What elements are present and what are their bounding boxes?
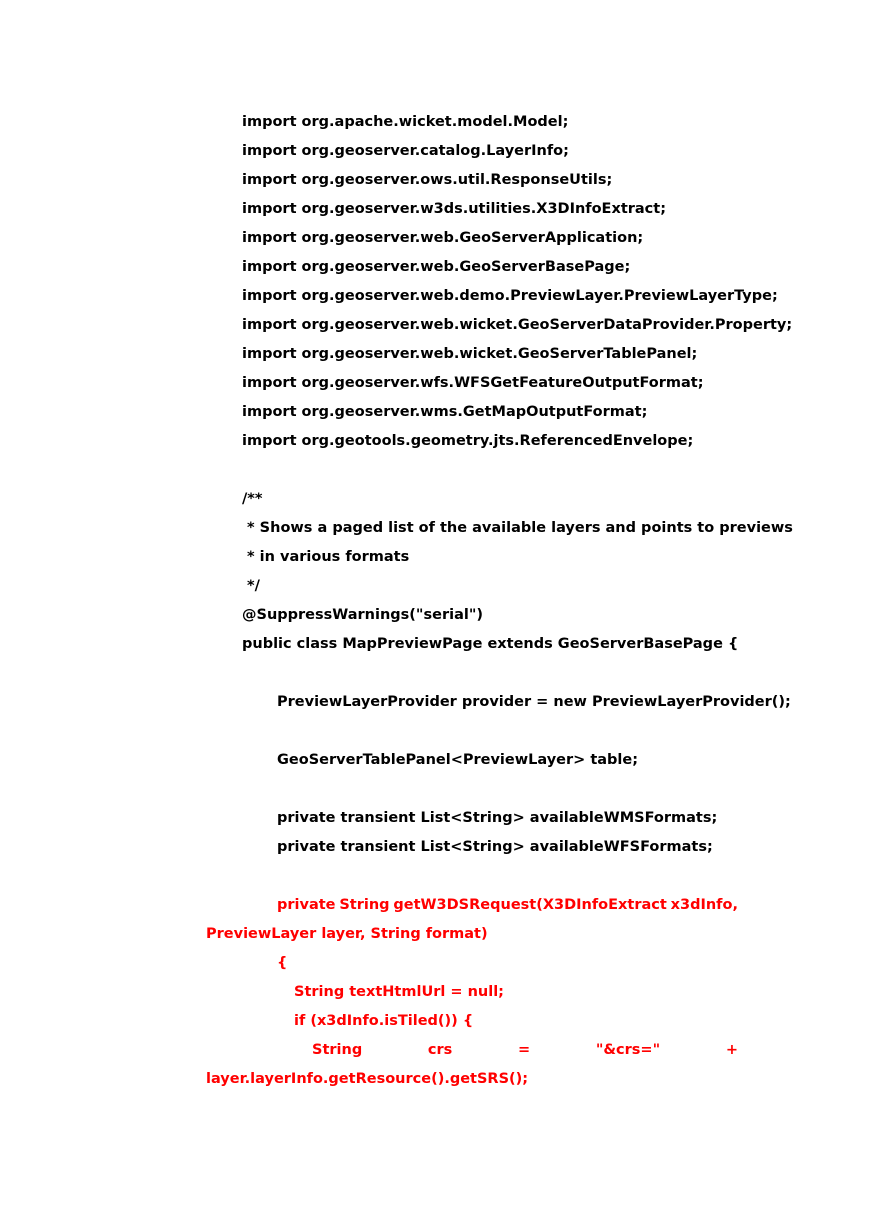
method-open-brace: {: [277, 955, 288, 971]
import-line: import org.geotools.geometry.jts.ReferencedEnvelope;: [242, 433, 694, 449]
import-line: import org.geoserver.web.wicket.GeoServerDataProvider.Property;: [242, 317, 793, 333]
wms-formats-field: private transient List<String> availableWMSFormats;: [277, 810, 718, 826]
signature-word: x3dInfo,: [670, 897, 738, 913]
crs-word: crs: [427, 1042, 453, 1058]
comment-line: /**: [242, 491, 263, 507]
table-field: GeoServerTablePanel<PreviewLayer> table;: [277, 752, 639, 768]
import-line: import org.geoserver.web.GeoServerApplication;: [242, 230, 644, 246]
annotation-line: @SuppressWarnings("serial"): [242, 607, 484, 623]
method-signature-continuation: PreviewLayer layer, String format): [206, 926, 488, 942]
import-line: import org.geoserver.web.demo.PreviewLayer.PreviewLayerType;: [242, 288, 778, 304]
import-line: import org.geoserver.wfs.WFSGetFeatureOutputFormat;: [242, 375, 704, 391]
crs-word: String: [312, 1042, 363, 1058]
crs-continuation: layer.layerInfo.getResource().getSRS();: [206, 1071, 529, 1087]
signature-word: private: [277, 897, 336, 913]
crs-assignment: [312, 1040, 738, 1060]
signature-word: String: [339, 897, 390, 913]
import-line: import org.geoserver.wms.GetMapOutputFormat;: [242, 404, 648, 420]
import-line: import org.geoserver.w3ds.utilities.X3DInfoExtract;: [242, 201, 667, 217]
import-line: import org.geoserver.catalog.LayerInfo;: [242, 143, 569, 159]
signature-word: getW3DSRequest(X3DInfoExtract: [393, 897, 667, 913]
comment-line: * in various formats: [242, 549, 410, 565]
wfs-formats-field: private transient List<String> availableWFSFormats;: [277, 839, 713, 855]
import-line: import org.geoserver.web.GeoServerBasePage;: [242, 259, 631, 275]
if-tiled-line: if (x3dInfo.isTiled()) {: [294, 1013, 474, 1029]
import-line: import org.geoserver.web.wicket.GeoServerTablePanel;: [242, 346, 698, 362]
crs-word: =: [518, 1042, 531, 1058]
provider-field: PreviewLayerProvider provider = new PreviewLayerProvider();: [277, 694, 791, 710]
comment-line: */: [242, 578, 260, 594]
method-signature: [277, 895, 738, 915]
crs-word: "&crs=": [595, 1042, 661, 1058]
import-line: import org.apache.wicket.model.Model;: [242, 114, 569, 130]
text-html-url-line: String textHtmlUrl = null;: [294, 984, 504, 1000]
crs-word: +: [725, 1042, 738, 1058]
import-line: import org.geoserver.ows.util.ResponseUtils;: [242, 172, 613, 188]
comment-line: * Shows a paged list of the available layers and points to previews: [242, 520, 793, 536]
class-declaration: public class MapPreviewPage extends GeoServerBasePage {: [242, 636, 739, 652]
